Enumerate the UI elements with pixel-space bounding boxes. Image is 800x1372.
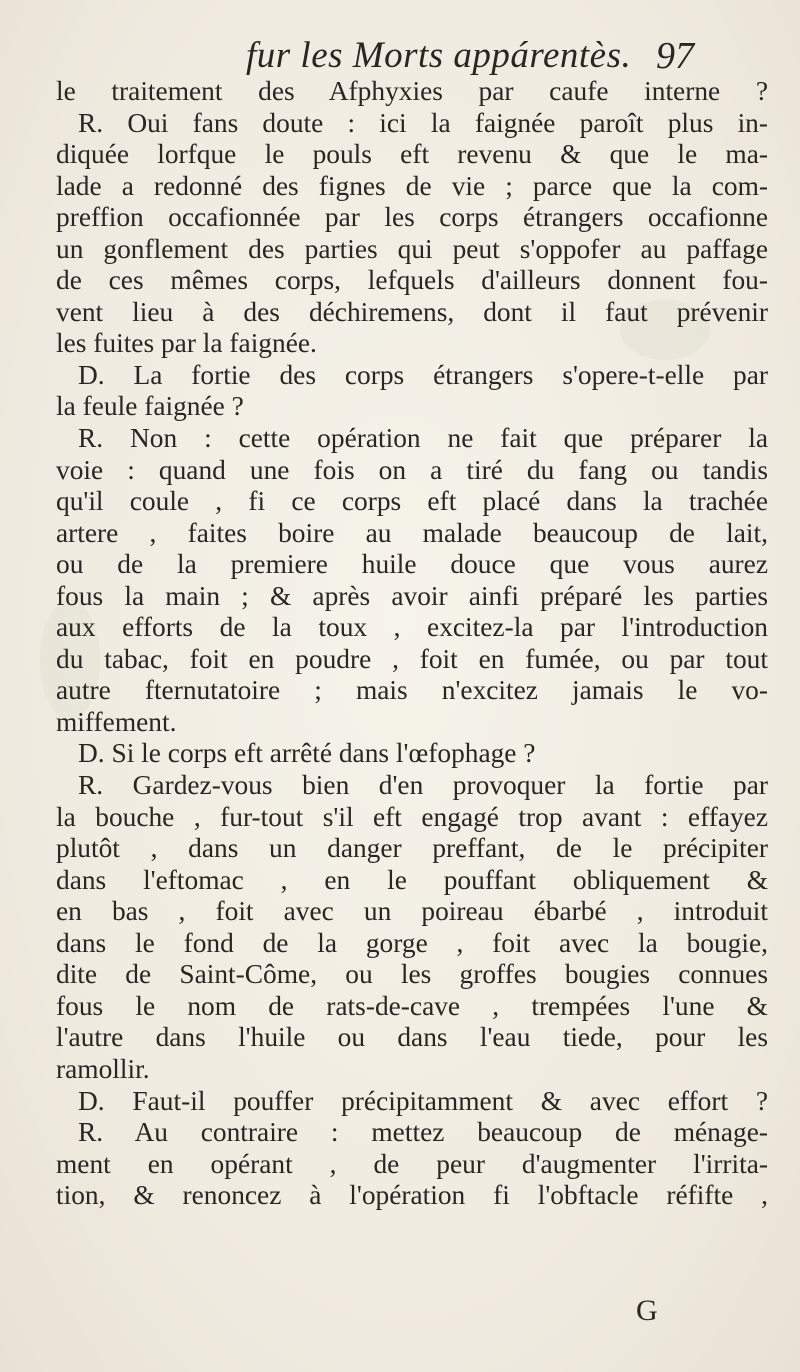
page-header	[246, 34, 694, 80]
text-line: R. Au contraire : mettez beaucoup de ménage-	[78, 1117, 768, 1148]
text-line: R. Non : cette opération ne fait que préparer la	[78, 423, 768, 454]
text-line: ramollir.	[56, 1053, 150, 1084]
text-line: l'autre dans l'huile ou dans l'eau tiede, pour les	[56, 1022, 768, 1053]
text-line: lade a redonné des fignes de vie ; parce que la com-	[56, 170, 768, 201]
text-line: du tabac, foit en poudre , foit en fumée, ou par tout	[56, 643, 768, 674]
running-head: fur les Morts appárentès.	[246, 35, 632, 76]
text-line: ment en opérant , de peur d'augmenter l'irrita-	[56, 1148, 768, 1179]
body-text	[56, 76, 768, 1212]
text-line: diquée lorfque le pouls eft revenu & que le ma-	[56, 139, 768, 170]
text-line: la bouche , fur-tout s'il eft engagé trop avant : effayez	[56, 801, 768, 832]
text-line: un gonflement des parties qui peut s'oppofer au paffage	[56, 233, 768, 264]
text-line: le traitement des Afphyxies par caufe interne ?	[56, 76, 768, 106]
text-line: les fuites par la faignée.	[56, 328, 317, 359]
text-line: R. Oui fans doute : ici la faignée paroît plus in-	[78, 107, 768, 138]
text-line: R. Gardez-vous bien d'en provoquer la fortie par	[78, 770, 768, 801]
text-line: vent lieu à des déchiremens, dont il faut prévenir	[56, 296, 768, 327]
text-line: plutôt , dans un danger preffant, de le précipiter	[56, 833, 768, 864]
text-line: fous le nom de rats-de-cave , trempées l'une &	[56, 990, 768, 1021]
text-line: tion, & renoncez à l'opération fi l'obftacle réfifte ,	[56, 1180, 768, 1211]
text-line: dans l'eftomac , en le pouffant obliquement &	[56, 864, 768, 895]
text-line: de ces mêmes corps, lefquels d'ailleurs donnent fou-	[56, 265, 768, 296]
text-line: ou de la premiere huile douce que vous aurez	[56, 549, 768, 580]
text-line: D. La fortie des corps étrangers s'opere-t-elle par	[78, 359, 768, 390]
text-line: miffement.	[56, 706, 177, 737]
text-line: aux efforts de la toux , excitez-la par l'introduction	[56, 612, 768, 643]
text-line: fous la main ; & après avoir ainfi préparé les parties	[56, 580, 768, 611]
text-line: qu'il coule , fi ce corps eft placé dans la trachée	[56, 486, 768, 517]
text-line: D. Si le corps eft arrêté dans l'œfophage ?	[78, 738, 536, 769]
text-line: dite de Saint-Côme, ou les groffes bougies connues	[56, 959, 768, 990]
text-line: en bas , foit avec un poireau ébarbé , introduit	[56, 896, 768, 927]
text-line: D. Faut-il pouffer précipitamment & avec effort ?	[78, 1085, 768, 1116]
page-number: 97	[656, 35, 694, 77]
catchword: G	[636, 1294, 658, 1327]
text-line: artere , faites boire au malade beaucoup de lait,	[56, 517, 768, 548]
text-line: autre fternutatoire ; mais n'excitez jamais le vo-	[56, 675, 768, 706]
text-line: preffion occafionnée par les corps étrangers occafionne	[56, 202, 768, 233]
text-line: la feule faignée ?	[56, 391, 244, 422]
text-line: voie : quand une fois on a tiré du fang ou tandis	[56, 454, 768, 485]
text-line: dans le fond de la gorge , foit avec la bougie,	[56, 927, 768, 958]
